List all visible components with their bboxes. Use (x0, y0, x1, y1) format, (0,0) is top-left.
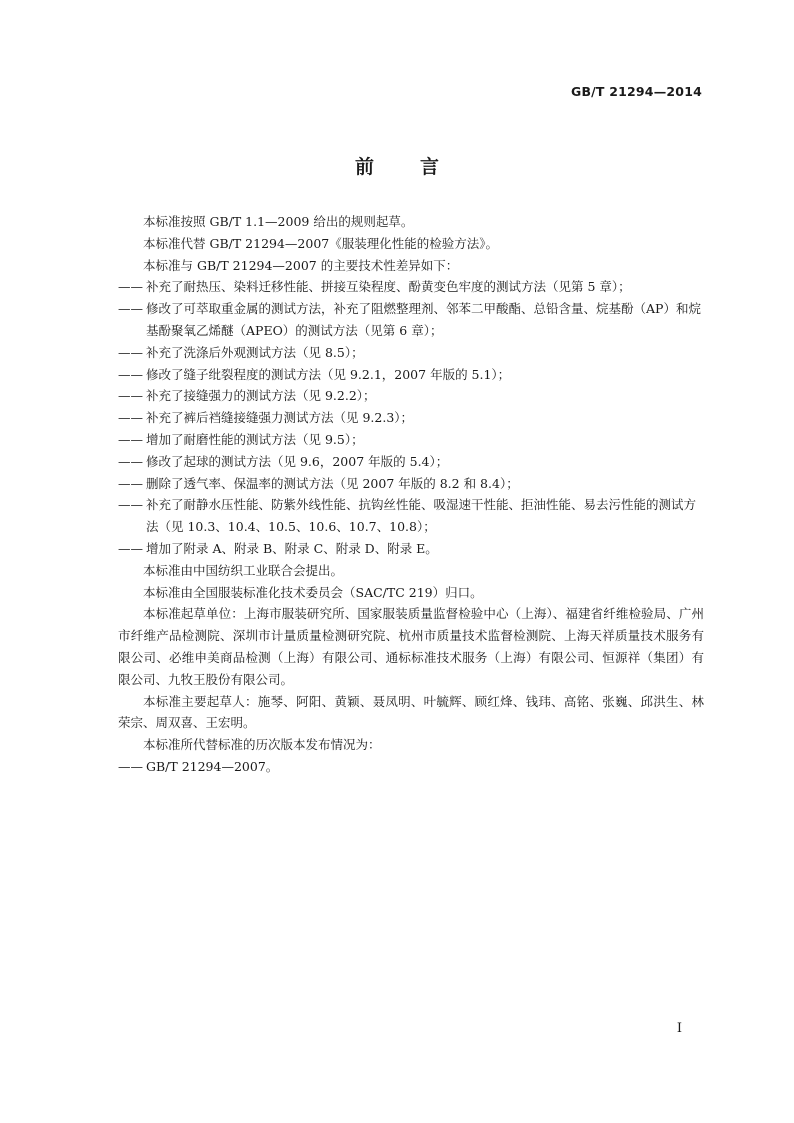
foreword-body (118, 211, 704, 778)
history-item (118, 756, 704, 778)
change-text: 修改了可萃取重金属的测试方法，补充了阻燃整理剂、邻苯二甲酸酯、总铅含量、烷基酚（AP）和烷基酚聚氧乙烯醚（APEO）的测试方法（见第 6 章）； (146, 301, 701, 338)
history-text: GB/T 21294—2007。 (146, 758, 279, 774)
closing-paragraph: 本标准由中国纺织工业联合会提出。 (143, 562, 344, 578)
page-number: I (676, 1021, 682, 1036)
change-text: 补充了耐静水压性能、防紫外线性能、抗钩丝性能、吸湿速干性能、拒油性能、易去污性能的测试方法（见 10.3、10.4、10.5、10.6、10.7、10.8）； (146, 497, 697, 535)
change-text: 删除了透气率、保温率的测试方法（见 2007 年版的 8.2 和 8.4）； (146, 475, 519, 491)
change-item (118, 494, 704, 538)
closing-paragraph: 本标准由全国服装标准化技术委员会（SAC/TC 219）归口。 (143, 584, 483, 600)
intro-paragraph: 本标准代替 GB/T 21294—2007《服装理化性能的检验方法》。 (143, 235, 498, 251)
change-text: 补充了耐热压、染料迁移性能、拼接互染程度、酚黄变色牢度的测试方法（见第 5 章）； (146, 279, 631, 295)
dash-bullet: —— (118, 410, 143, 426)
change-text: 补充了接缝强力的测试方法（见 9.2.2）； (146, 388, 376, 404)
change-text: 增加了附录 A、附录 B、附录 C、附录 D、附录 E。 (146, 540, 438, 556)
dash-bullet: —— (118, 301, 143, 317)
dash-bullet: —— (118, 497, 143, 513)
intro-paragraph: 本标准与 GB/T 21294—2007 的主要技术性差异如下： (143, 257, 459, 273)
change-item (118, 473, 704, 495)
dash-bullet: —— (118, 475, 143, 491)
change-item (118, 407, 704, 429)
change-text: 补充了裤后裆缝接缝强力测试方法（见 9.2.3）； (146, 410, 414, 426)
change-item (118, 385, 704, 407)
page-title (0, 152, 794, 179)
change-text: 补充了洗涤后外观测试方法（见 8.5）； (146, 344, 364, 360)
standard-code: GB/T 21294—2014 (570, 84, 702, 99)
dash-bullet: —— (118, 453, 143, 469)
dash-bullet: —— (118, 431, 143, 447)
change-item (118, 538, 704, 560)
change-item (118, 451, 704, 473)
change-item (118, 276, 704, 298)
drafters: 本标准主要起草人：施琴、阿阳、黄颖、聂凤明、叶毓辉、顾红烽、钱玮、高铭、张巍、邱洪生、林荣宗、周双喜、王宏明。 (118, 693, 704, 731)
change-item (118, 364, 704, 386)
title-char-1: 前 (354, 156, 374, 178)
change-item (118, 298, 704, 342)
change-text: 修改了缝子纰裂程度的测试方法（见 9.2.1，2007 年版的 5.1）； (146, 366, 511, 382)
dash-bullet: —— (118, 279, 143, 295)
change-text: 增加了耐磨性能的测试方法（见 9.5）； (146, 431, 364, 447)
intro-paragraph: 本标准按照 GB/T 1.1—2009 给出的规则起草。 (143, 214, 414, 229)
change-item (118, 429, 704, 451)
dash-bullet: —— (118, 366, 143, 382)
dash-bullet: —— (118, 388, 143, 404)
dash-bullet: —— (118, 758, 143, 774)
title-char-2: 言 (420, 156, 440, 178)
change-text: 修改了起球的测试方法（见 9.6，2007 年版的 5.4）； (146, 453, 449, 469)
dash-bullet: —— (118, 344, 143, 360)
change-item (118, 342, 704, 364)
dash-bullet: —— (118, 540, 143, 556)
closing-paragraph: 本标准所代替标准的历次版本发布情况为： (143, 737, 381, 753)
drafting-units: 本标准起草单位：上海市服装研究所、国家服装质量监督检验中心（上海）、福建省纤维检验局、广州市纤维产品检测院、深圳市计量质量检测研究院、杭州市质量技术监督检测院、上海天祥质量技术服务有限公司、必维申美商品检测（上海）有限公司、通标标准技术服务（上海）有限公司、恒源祥（集团）有限公司、九牧王股份有限公司。 (118, 606, 704, 687)
